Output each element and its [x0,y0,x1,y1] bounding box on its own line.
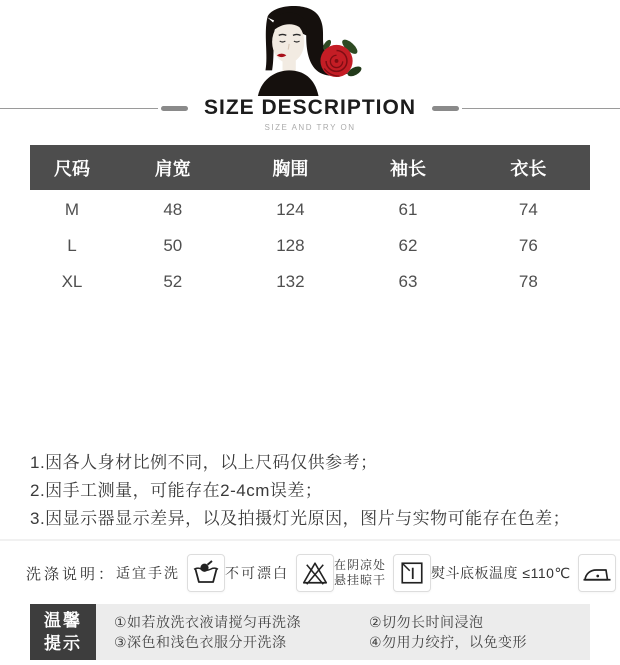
table-cell: 78 [518,271,538,291]
care-item-text: 适宜手洗 [116,565,181,581]
size-table-body [30,193,590,298]
size-table [30,145,590,298]
note-line-1: 1.因各人身材比例不同，以上尺码仅供参考； [30,453,378,472]
table-cell: 132 [276,271,305,291]
care-item-text: 不可漂白 [225,565,290,581]
page-subtitle: SIZE AND TRY ON [264,123,356,132]
note-line-3: 3.因显示器显示差异，以及拍摄灯光原因，图片与实物可能存在色差； [30,509,571,528]
table-cell: 128 [276,235,305,255]
size-table-header-row [30,145,590,190]
care-item-text-line2: 悬挂晾干 [334,573,387,587]
table-cell: 48 [163,199,183,219]
left-rule-line [0,108,158,109]
warm-tips-list [96,604,590,660]
table-cell: 50 [163,235,183,255]
right-title-dash [432,106,459,111]
care-item-no-bleach [225,554,334,592]
table-row-l [30,229,590,262]
size-notes [30,449,590,533]
warm-tips-label-line2: 提示 [44,634,82,653]
note-line-2: 2.因手工测量，可能存在2-4cm误差； [30,481,323,500]
tip-item-4: ④勿用力绞拧，以免变形 [369,634,528,650]
iron-max-110-icon [578,554,616,592]
table-cell: 74 [518,199,538,219]
warm-tips-label [30,604,96,660]
care-item-text-line1: 在阴凉处 [334,558,387,572]
table-header-cell: 尺码 [54,158,90,179]
hero-illustration [0,6,620,96]
care-item-text [334,558,386,588]
table-header-cell: 衣长 [510,158,547,179]
page-title: SIZE DESCRIPTION [203,96,417,119]
hang-dry-icon [393,554,431,592]
table-row-xl [30,265,590,298]
table-cell: XL [61,271,83,291]
no-bleach-icon [296,554,334,592]
hand-wash-icon [187,554,225,592]
care-item-iron [431,554,616,592]
warm-tips-section [30,604,590,660]
table-cell: 52 [163,271,183,291]
right-rule-line [462,108,620,109]
care-item-text: 熨斗底板温度 ≤110℃ [431,565,571,581]
table-row-m [30,193,590,226]
section-divider [0,539,620,541]
table-cell: 61 [398,199,418,219]
table-header-cell: 胸围 [272,158,309,179]
table-cell: 76 [518,235,538,255]
warm-tips-label-line1: 温馨 [44,611,82,630]
tip-item-3: ③深色和浅色衣服分开洗涤 [114,634,287,650]
care-instructions-row [26,550,594,596]
table-cell: 124 [276,199,305,219]
table-cell: M [64,199,80,219]
table-header-cell: 肩宽 [154,158,191,179]
tip-item-1: ①如若放洗衣液请搅匀再洗涤 [114,614,302,630]
table-cell: L [67,235,77,255]
left-title-dash [161,106,188,111]
care-item-hand-wash [116,554,225,592]
table-cell: 63 [398,271,418,291]
care-label: 洗涤说明： [26,565,117,583]
table-header-cell: 袖长 [389,158,426,179]
woman-with-rose-illustration [235,6,385,96]
tip-item-2: ②切勿长时间浸泡 [369,614,484,630]
care-item-hang-dry [334,554,431,592]
title-band [0,96,620,120]
table-cell: 62 [398,235,418,255]
